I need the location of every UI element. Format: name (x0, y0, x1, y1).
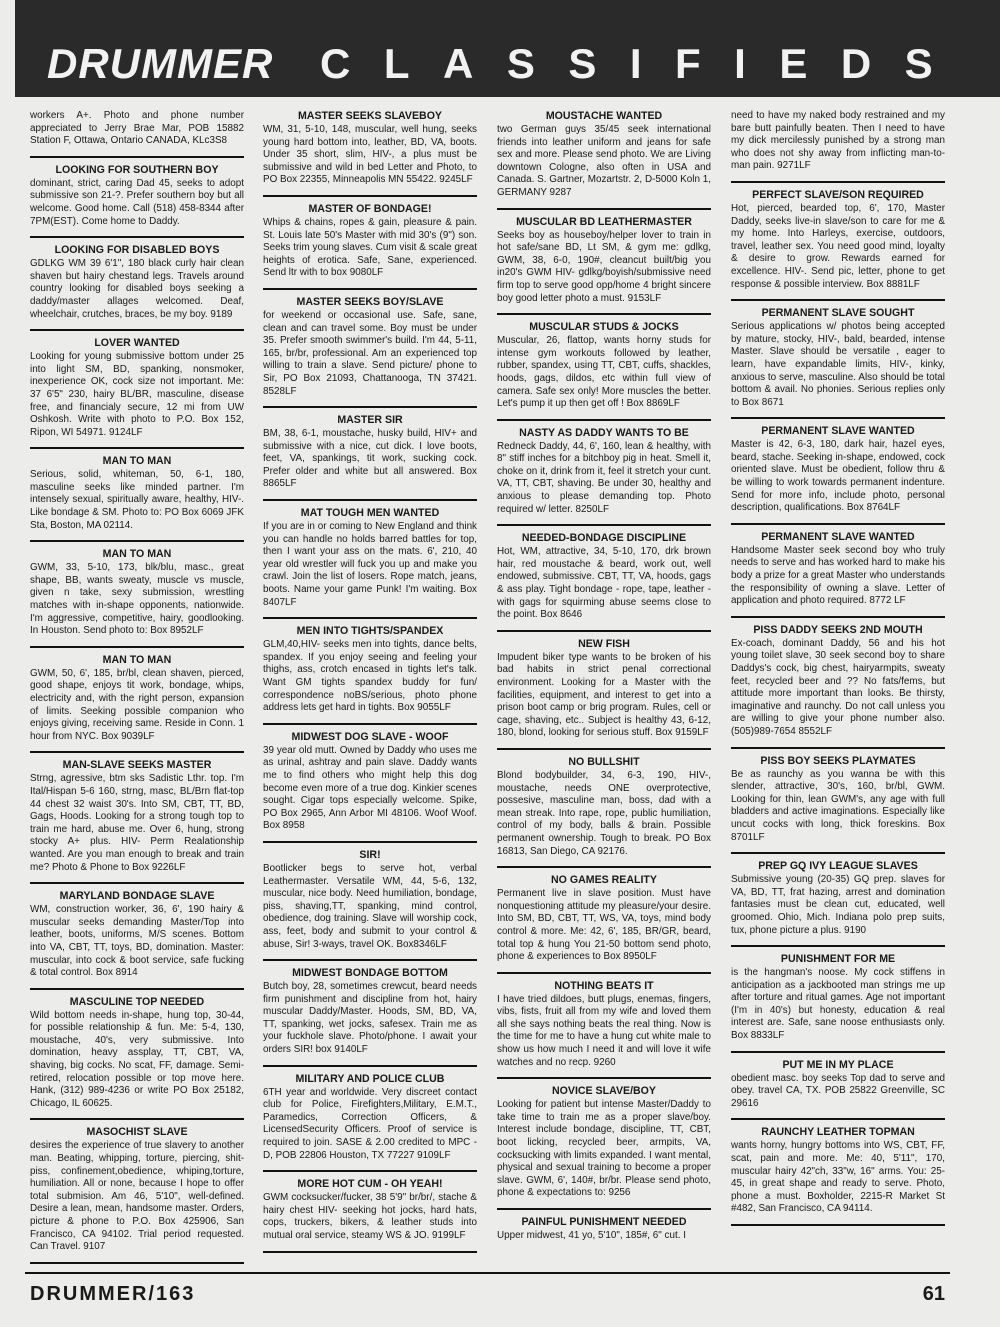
ad-body: If you are in or coming to New England and think you can handle no holds barred battles for top, then I want your ass on the mats. 6', 210, 40 year old wrestler will fuck you up and make you crawl. Join the list of losers. Rope match, jeans, boots. Name your game Punk! I'm waiting. Box 8407LF (263, 521, 477, 608)
ad-divider (731, 747, 945, 749)
ad-divider (30, 156, 244, 158)
ad-divider (731, 945, 945, 947)
ad-divider (731, 417, 945, 419)
ad-body: Blond bodybuilder, 34, 6-3, 190, HIV-, moustache, needs ONE overprotective, possesive, masculine man, boss, dad with a mean streak. Into rape, rope, public humiliation, control of my body, balls & brain. Possible permanent ownership. Tough to break. PO Box 16813, San Diego, CA 92176. (497, 769, 711, 857)
ad-body: GLM,40,HIV- seeks men into tights, dance belts, spandex. If you enjoy seeing and feeling your thighs, ass, crotch encased in tights let's talk. Want GM tights spandex buddy for fun/ correspondence noBS/serious, photo phone address lets get hard in tights. Box 9055LF (263, 639, 477, 714)
classified-ad (30, 654, 244, 744)
ad-body: Serious applications w/ photos being accepted by mature, stocky, HIV-, bald, bearded, intense Master. Slave should be versatile , eager to learn, have expandable limits, HIV-, kinky, anxious to serve, masculine. Also should be total bottom & avail. No phonies. Serious replies only to Box 8671 (731, 321, 945, 408)
classified-ad (263, 849, 477, 951)
column-4 (731, 110, 945, 1270)
ad-body: Upper midwest, 41 yo, 5'10", 185#, 6" cut. I (497, 1230, 686, 1241)
ad-divider (497, 419, 711, 421)
classified-ad (497, 321, 711, 411)
ad-divider (497, 630, 711, 632)
ad-divider (497, 866, 711, 868)
ad-divider (263, 1251, 477, 1253)
ad-heading: MIDWEST BONDAGE BOTTOM (292, 967, 448, 980)
ad-divider (263, 195, 477, 197)
ad-heading: MAN TO MAN (102, 653, 172, 666)
ad-body: is the hangman's noose. My cock stiffens in anticipation as a jackbooted man strings me up after torture and ritual games. Age not important (I'm in 40's) but honesty, education & real interest are. Safe, sane noose enthusiasts only. Box 8833LF (731, 967, 945, 1042)
classified-ad (30, 759, 244, 874)
ad-heading: MASOCHIST SLAVE (86, 1126, 188, 1139)
classified-ad (30, 110, 244, 148)
ad-heading: NEEDED-BONDAGE DISCIPLINE (521, 532, 687, 545)
ad-body: dominant, strict, caring Dad 45, seeks to adopt submissive son 21-?. Prefer southern boy but all welcome. Good home. Call (518) 458-8344 after 7PM(EST). Come home to Daddy. (30, 177, 244, 227)
ad-divider (30, 447, 244, 449)
ad-divider (497, 1208, 711, 1210)
ad-body: Redneck Daddy, 44, 6', 160, lean & healthy, with 8" stiff inches for a bitchboy pig in heat. Smell it, choke on it, drink from it, feel it stretch your cunt. VA, TT, CBT, shaving. Be under 30, healthy and anxious to please demanding top. Photo required w/ letter. 8250LF (497, 440, 711, 515)
classified-ad (497, 1216, 711, 1243)
ad-heading: MILITARY AND POLICE CLUB (295, 1072, 445, 1085)
classified-ad (263, 967, 477, 1057)
ad-body: desires the experience of true slavery to another man. Beating, whipping, torture, piercing, shit-piss, confinement,obedience, whiping,torture, humiliation. All or none, because I hope to offer total submision. Am 46, 5'10", well-defined. Desire a lean, mean, handsome master. Orders, picture & phone to P.O. Box 425906, San Francisco, CA 94102. Trial period requested. Can Travel. 9107 (30, 1140, 244, 1253)
ad-body: Ex-coach, dominant Daddy, 56 and his hot young toilet slave, 30 seek second boy to share Daddys's cock, big chest, hairyarmpits, sweaty feet, recycled beer and ?? No fats/fems, but attitude more important than looks. Be thirsty, imaginative and raunchy. Do not call unless you are willing to give your phone number also. (505)989-7654 8552LF (731, 637, 945, 737)
ad-body: two German guys 35/45 seek international friends into leather uniform and jeans for safe sex and more. Please send photo. We are Living downtown Cologne, also often in USA and Canada. S. Gartner, Mozartstr. 2, D-5000 Koln 1, GERMANY 9287 (497, 124, 711, 198)
ad-divider (30, 1118, 244, 1120)
classified-ad (731, 531, 945, 608)
ad-heading: LOOKING FOR DISABLED BOYS (54, 244, 220, 257)
ad-body: Submissive young (20-35) GQ prep. slaves for VA, BD, TT, frat hazing, arrest and domination fantasies must be clean cut, educated, well groomed. Ohio, Mich. Indiana polo prep suits, tux, phone picture a plus. 9190 (731, 874, 945, 936)
ad-body: BM, 38, 6-1, moustache, husky build, HIV+ and submissive with a nice, cut dick. I love boots, feet, VA, spankings, tit work, sucking cock. Prefer older and white but all answered. Box 8865LF (263, 428, 477, 490)
ad-body: GWM, 33, 5-10, 173, blk/blu, masc., great shape, BB, wants sweaty, muscle vs muscle, given n take, sexy submission, wrestling matches with in-shape opponents, nationwide. I'm aggressive, competitive, hairy, goodlooking. In Houston. Send photo to: Box 8952LF (30, 562, 244, 637)
ad-divider (497, 1077, 711, 1079)
ad-body: 6TH year and worldwide. Very discreet contact club for Police, Firefighters,Military, E.M.T., Paramedics, Correction Officers, & LicensedSecurity Officers. Proof of service is required to join. SASE & 2.00 credited to MPC - D, POB 22806 Houston, TX 77227 9109LF (263, 1086, 477, 1161)
classified-ad (731, 110, 945, 173)
classified-ad (731, 755, 945, 845)
ad-heading: NASTY AS DADDY WANTS TO BE (519, 426, 689, 439)
classified-ad (263, 625, 477, 715)
ad-divider (731, 1118, 945, 1120)
ad-body: GWM cocksucker/fucker, 38 5'9" br/br/, stache & hairy chest HIV- seeking hot jocks, hard hats, cops, truckers, bikers, & leather studs into mutual oral service, steamy WS & JO. 9199LF (263, 1192, 477, 1241)
ad-heading: PERMANENT SLAVE WANTED (761, 425, 915, 438)
ad-divider (30, 988, 244, 990)
column-1 (30, 110, 244, 1270)
classified-ad (263, 296, 477, 398)
ad-heading: PAINFUL PUNISHMENT NEEDED (521, 1216, 687, 1228)
classified-ad (30, 996, 244, 1111)
ad-body: I have tried dildoes, butt plugs, enemas, fingers, vibs, fists, fruit all from my wife and loved them all she says nothing beats the real thing. Now is the time for me to have a hung cut white male to show us how much I need it and will love it wife watches and no recp. 9260 (497, 993, 711, 1068)
ad-body: need to have my naked body restrained and my bare butt painfully beaten. Then I need to have my dick mercilessly punished by a strong man who does not shy away from inflicting man-to-man pain. 9271LF (731, 110, 945, 172)
ad-heading: MOUSTACHE WANTED (545, 110, 663, 122)
ad-divider (731, 852, 945, 854)
ad-body: Wild bottom needs in-shape, hung top, 30-44, for possible relationship & fun. Me: 5-4, 130, moustache, 40's, very submissive. Into domination, heavy assplay, TT, CBT, VA, shaving, big cocks. No scat, FF, damage. Semi-retired, relocation possible or top move here. Hank, (312) 989-4236 or write PO Box 25182, Chicago, IL 60625. (30, 1009, 244, 1109)
classified-ad (497, 638, 711, 740)
ad-body: Hot, pierced, bearded top, 6', 170, Master Daddy, seeks live-in slave/son to care for me & my home. Into Harleys, exercise, outdoors, travel, leather sex. You need good mind, loyalty & desire to grow. Rewards earned for excellence. HIV-. Send pic, letter, phone to get response & possible interview. Box 8881LF (731, 202, 945, 290)
ad-divider (497, 313, 711, 315)
classified-ad (497, 216, 711, 306)
ad-heading: MASTER OF BONDAGE! (308, 202, 432, 215)
ad-divider (497, 748, 711, 750)
ad-body: Master is 42, 6-3, 180, dark hair, hazel eyes, beard, stache. Seeking in-shape, endowed, cock oriented slave. Must be obedient, follow thru & be willing to work towards permanent indenture. Send for more info, include photo, personal description, qualifications. Box 8764LF (731, 439, 945, 514)
page-number: 61 (922, 1283, 945, 1305)
classified-ad (731, 189, 945, 291)
classified-ad (263, 1178, 477, 1242)
ad-heading: MASCULINE TOP NEEDED (69, 995, 205, 1008)
classified-ad (30, 890, 244, 980)
ad-divider (497, 972, 711, 974)
classified-ad (263, 1073, 477, 1163)
column-3 (497, 110, 711, 1270)
ad-divider (30, 329, 244, 331)
ad-body: Muscular, 26, flattop, wants horny studs for intense gym workouts followed by leather, rubber, spandex, using TT, CBT, cuffs, shackles, hoods, gags, dildos, etc within full view of camera. Safe sex only! More muscles the better. Let's pump it up then get off ! Box 8869LF (497, 335, 711, 410)
ad-heading: MARYLAND BONDAGE SLAVE (59, 890, 215, 903)
ad-divider (263, 841, 477, 843)
ad-heading: PISS DADDY SEEKS 2ND MOUTH (753, 623, 923, 636)
ad-heading: PERMANENT SLAVE SOUGHT (761, 307, 915, 320)
ad-heading: MASTER SEEKS SLAVEBOY (297, 110, 443, 122)
ad-heading: PISS BOY SEEKS PLAYMATES (760, 754, 916, 767)
classified-ad (263, 110, 477, 187)
ad-body: 39 year old mutt. Owned by Daddy who uses me as urinal, ashtray and pain slave. Daddy wants me to find others who might help this dog become even more of a true dog. Kinkier scenes sought. Cigar tops especially welcome. Spike, PO Box 2965, Ann Arbor MI 48106. Woof Woof. Box 8958 (263, 744, 477, 832)
ad-heading: MUSCULAR STUDS & JOCKS (529, 321, 679, 334)
classified-ad (263, 731, 477, 833)
ad-heading: MAT TOUGH MEN WANTED (300, 507, 440, 520)
ad-divider (263, 959, 477, 961)
classified-ad (731, 953, 945, 1043)
ad-heading: SIR! (359, 848, 381, 861)
classified-ad (497, 980, 711, 1070)
ad-divider (263, 288, 477, 290)
ad-body: WM, 31, 5-10, 148, muscular, well hung, seeks young hard bottom into, leather, BD, VA, boots. Under 35 short, slim, HIV-, a plus must be submissive and wild in bed Letter and Photo, to PO Box 22355, Minneapolis MN 55422. 9245LF (263, 124, 477, 186)
classified-ad (731, 307, 945, 409)
page-banner (15, 0, 1000, 97)
ad-body: Handsome Master seek second boy who truly needs to serve and has worked hard to make his body a prize for a great Master who understands the responsibility of owning a slave. Letter of application and photo required. 8772 LF (731, 544, 945, 607)
ad-body: Serious, solid, whiteman, 50, 6-1, 180, masculine seeks like minded partner. I'm intensely sexual, spiritually aware, healthy, HIV-. Like bondage & SM. Photo to: PO Box 6069 JFK Sta, Boston, MA 02114. (30, 469, 244, 531)
ad-body: Looking for patient but intense Master/Daddy to take time to train me as a proper slave/boy. Interest include bondage, discipline, TT, CBT, boot licking, recycled beer, armpits, VA, cocksucking with limits expanded. I want mental, physical and sexual training to become a proper slave. GWM, 6', 140#, br/br. Please send photo, phone & expectations to: 9256 (497, 1099, 711, 1199)
ad-body: Looking for young submissive bottom under 25 into light SM, BD, spanking, nonsmoker, inexperience OK, cock size not important. Me: 37 6'5" 230, hairy BL/BR, masculine, disease free, and financialy secure, 12 mi from UW Oshkosh. Write with photo to P.O. Box 152, Ripon, WI 54971. 9124LF (30, 351, 244, 438)
ad-body: Impudent biker type wants to be broken of his bad habits in strict penal correctional environment. Looking for a Master with the facilities, equipment, and interest to get into a prison boot camp or brig program. Rules, cell or cage, shaving, etc.. Subject is healthy 43, 6-12, 180, blond, looking for serious stuff. Box 9159LF (497, 651, 711, 739)
ad-body: Permanent live in slave position. Must have nonquestioning attitude my pleasure/your desire. Into SM, BD, CBT, TT, WS, VA, toys, mind body control & more. Me: 42, 6', 185, BR/GR, beard, total top & hung You 21-50 bottom send photo, phone & experiences to Box 8950LF (497, 888, 711, 963)
ad-body: Hot, WM, attractive, 34, 5-10, 170, drk brown hair, red moustache & beard, work out, well endowed, submissive. CBT, TT, VA, hoods, gags & ass play. Tight bondage - rope, tape, leather - with gags for squirming abuse seems close to the point. Box 8646 (497, 546, 711, 621)
ad-divider (30, 646, 244, 648)
ad-body: workers A+. Photo and phone number appreciated to Jerry Brae Mar, POB 15882 Station F, Ottawa, Ontario CANADA, KLc3S8 (30, 110, 244, 147)
ad-divider (263, 723, 477, 725)
classified-ad (497, 532, 711, 622)
classified-ad (731, 1126, 945, 1216)
ad-heading: MAN TO MAN (102, 455, 172, 468)
classified-ad (731, 1059, 945, 1111)
ad-heading: PERMANENT SLAVE WANTED (761, 530, 915, 543)
ad-divider (30, 1262, 244, 1264)
classified-ad (731, 860, 945, 937)
footer-rule (25, 1272, 950, 1274)
ad-heading: RAUNCHY LEATHER TOPMAN (761, 1126, 915, 1139)
ad-body: WM, construction worker, 36, 6', 190 hairy & muscular seeks demanding Master/Top into leather, boots, uniforms, M/S scenes. Bottom into VA, CBT, TT, toys, BD, domination. Master: muscular, into cock & boot service, safe fucking & total control. Box 8914 (30, 904, 244, 979)
ad-body: Whips & chains, ropes & gain, pleasure & pain. St. Louis late 50's Master with mid 30's (9") son. Seeks trim young slaves. Cum visit & scale great heights of erotica. Safe, Sane, experienced. Send ltr with to box 9080LF (263, 216, 477, 279)
ad-heading: MIDWEST DOG SLAVE - WOOF (291, 730, 449, 743)
ad-divider (263, 1065, 477, 1067)
ad-divider (30, 882, 244, 884)
classified-ad (30, 164, 244, 228)
ad-heading: MASTER SEEKS BOY/SLAVE (296, 295, 444, 308)
ad-heading: PREP GQ IVY LEAGUE SLAVES (758, 860, 918, 873)
ad-heading: NOVICE SLAVE/BOY (552, 1085, 656, 1098)
ad-divider (731, 616, 945, 618)
ad-divider (263, 499, 477, 501)
classified-ad (497, 756, 711, 858)
ad-divider (263, 617, 477, 619)
ad-divider (30, 540, 244, 542)
ad-divider (497, 208, 711, 210)
issue-label: DRUMMER/163 (30, 1283, 196, 1305)
classified-ad (497, 110, 711, 200)
section-title: CLASSIFIEDS (320, 40, 967, 87)
classified-ad (30, 548, 244, 638)
column-2 (263, 110, 477, 1270)
classified-ad (263, 414, 477, 491)
ad-body: Strng, agressive, btm sks Sadistic Lthr. top. I'm Ital/Hispan 5-6 160, strng, masc, BL/Brn flat-top 44 chest 32 waist 30's. Into SM, CBT, TT, BD, Gags, Hoods. Looking for a strong tough top to train me hard, abuse me. Over 6, hung, strong stocky A+ plus. HIV- Perm Realationship wanted. Are you man enough to break and train me? Photo & Phone to Box 9226LF (30, 773, 244, 873)
ad-heading: PUT ME IN MY PLACE (782, 1058, 894, 1071)
ad-heading: NO BULLSHIT (568, 755, 640, 768)
ad-heading: NOTHING BEATS IT (554, 979, 654, 992)
classified-ad (731, 425, 945, 515)
ad-heading: PUNISHMENT FOR ME (780, 953, 896, 966)
ad-heading: MASTER SIR (337, 414, 403, 427)
classified-ad (30, 1126, 244, 1253)
ad-divider (263, 406, 477, 408)
ad-heading: LOOKING FOR SOUTHERN BOY (55, 163, 219, 176)
ad-heading: MAN-SLAVE SEEKS MASTER (62, 759, 212, 772)
ad-divider (497, 524, 711, 526)
classified-ad (30, 337, 244, 439)
ad-body: Bootlicker begs to serve hot, verbal Leathermaster. Versatile WM, 44, 5-6, 132, muscular, nice body. Need humiliation, bondage, piss, shaving,TT, spanking, mind control, obedience, dog training. Slave will worship cock, ass, feet, body and submit to your control & abuse, Sir! 3-ways, travel OK. Box8346LF (263, 862, 477, 950)
ad-body: obedient masc. boy seeks Top dad to serve and obey. travel CA, TX. POB 25822 Greenville, SC 29616 (731, 1072, 945, 1109)
ad-heading: NEW FISH (578, 637, 630, 650)
ad-body: for weekend or occasional use. Safe, sane, clean and can travel some. Boy must be under 35. Prefer smooth swimmer's build. I'm 44, 5-11, 165, br/br, professional. Am an experienced top willing to train a slave. Send picture/ phone to Sir, PO Box 21093, Chattanooga, TN 37421. 8528LF (263, 309, 477, 397)
ad-body: GDLKG WM 39 6'1", 180 black curly hair clean shaven but hairy chestand legs. Travels around country looking for disabled boys seeking a daddy/master allages welcomed. Deaf, wheelchair, crutches, braces, be my boy. 9189 (30, 258, 244, 320)
classified-ad (263, 507, 477, 609)
ad-body: GWM, 50, 6', 185, br/bl, clean shaven, pierced, good shape, enjoys tit work, bondage, whips, electricity and, with the right person, expansion of limits. Seeking possible companion who enjoys giving, receiving same. Reside in Conn. 1 hour from NYC. Box 9039LF (30, 667, 244, 742)
ad-divider (731, 523, 945, 525)
ad-divider (731, 1224, 945, 1226)
ad-body: Be as raunchy as you wanna be with this slender, attractive, 30's, 160, br/bl, GWM. Looking for thin, lean GWM's, any age with full bladders and active imaginations. Especially like uncut cocks with long, thick foreskins. Box 8701LF (731, 768, 945, 843)
classified-ad (497, 874, 711, 964)
ad-divider (30, 236, 244, 238)
ad-divider (263, 1170, 477, 1172)
ad-divider (731, 1051, 945, 1053)
ad-heading: MUSCULAR BD LEATHERMASTER (516, 215, 692, 228)
ad-divider (731, 299, 945, 301)
ad-heading: LOVER WANTED (94, 337, 180, 350)
ad-heading: NO GAMES REALITY (551, 874, 657, 887)
brand-title: DRUMMER (47, 40, 274, 87)
classified-ad (497, 427, 711, 517)
classified-ad (497, 1085, 711, 1200)
classified-ad (731, 624, 945, 739)
ad-divider (731, 181, 945, 183)
ad-body: Seeks boy as houseboy/helper lover to train in hot safe/sane BD, Lt SM, & gym me: gdlkg, GWM, 38, 6-0, 190#, cleancut built/big you in20's GWM HIV- gdlkg/boyish/submissive need firm top to serve good opp/home 4 bright sincere boy good letter photo a must. 9153LF (497, 229, 711, 304)
classified-ad (30, 244, 244, 321)
classified-ad (263, 203, 477, 280)
ad-heading: MAN TO MAN (102, 548, 172, 561)
ad-body: wants horny, hungry bottoms into WS, CBT, FF, scat, pain and more. Me: 40, 5'11", 170, muscular hairy 42"ch, 33"w, 16" arms. You: 25-45, in great shape and ready to serve. Photo, phone a must. Boxholder, 2215-R Market St #482, San Francisco, CA 94114. (731, 1140, 945, 1215)
ad-divider (30, 751, 244, 753)
ad-heading: MEN INTO TIGHTS/SPANDEX (296, 625, 444, 638)
ad-heading: PERFECT SLAVE/SON REQUIRED (752, 188, 924, 201)
ad-body: Butch boy, 28, sometimes crewcut, beard needs firm punishment and discipline from hot, hairy muscular Daddy/Master. Hoods, SM, BD, VA, TT, spanking, wet jocks, safesex. Train me as your fuckhole slave. Photo/phone. I await your orders SIR! box 9140LF (263, 981, 477, 1056)
classified-ad (30, 455, 244, 532)
ad-heading: MORE HOT CUM - OH YEAH! (297, 1178, 443, 1191)
